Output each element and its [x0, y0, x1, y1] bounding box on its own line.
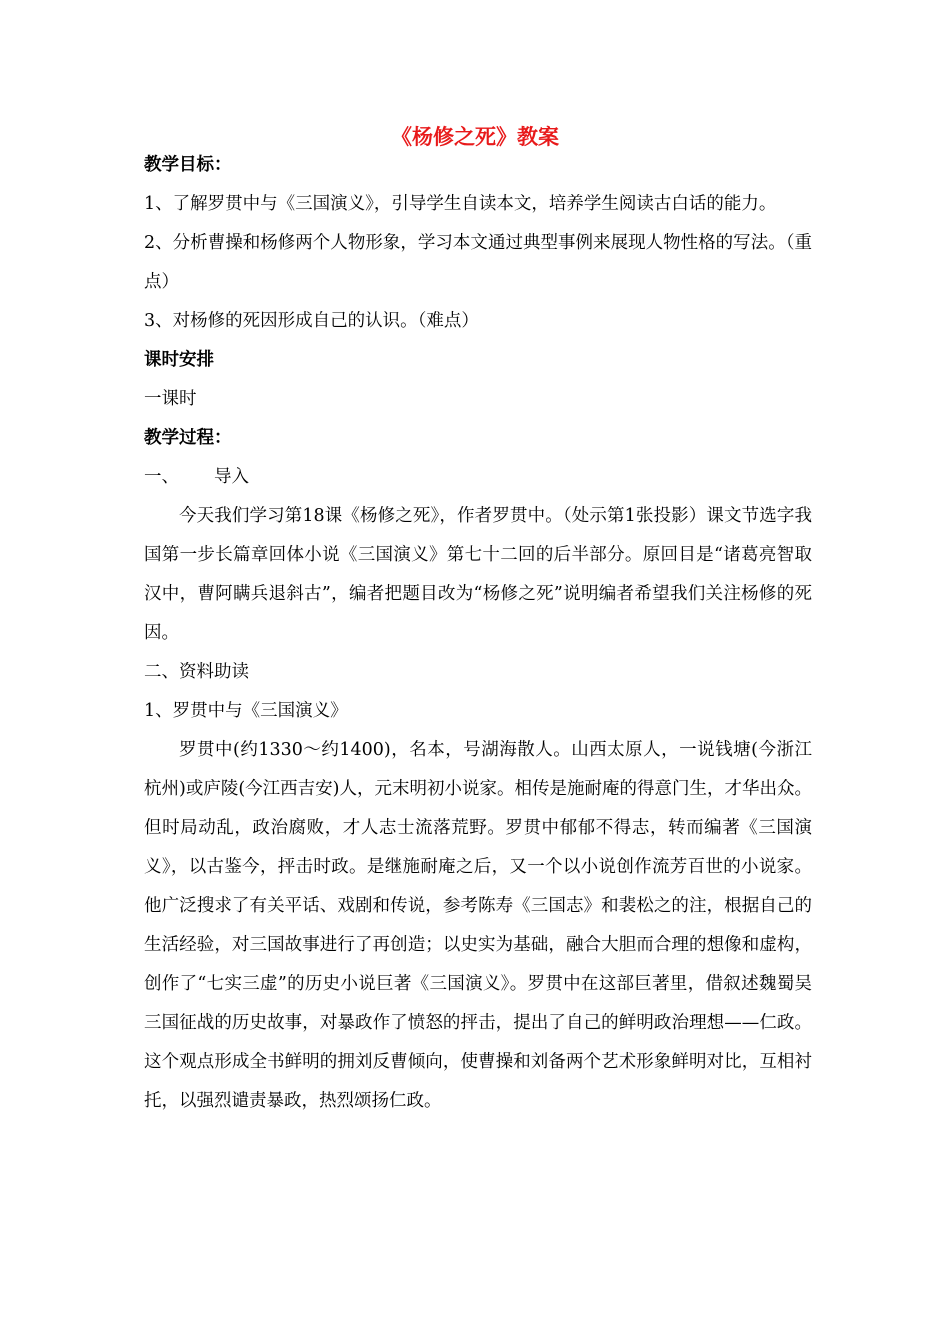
goal-item-1: 1、了解罗贯中与《三国演义》，引导学生自读本文，培养学生阅读古白话的能力。	[144, 194, 777, 214]
document-body	[144, 146, 812, 1121]
schedule-value: 一课时	[144, 389, 197, 409]
goals-heading: 教学目标：	[144, 155, 232, 175]
step-1-label: 导入	[214, 467, 249, 487]
step-1-number: 一、	[144, 467, 179, 487]
author-paragraph: 罗贯中(约1330～约1400)，名本，号湖海散人。山西太原人，一说钱塘(今浙江杭州)或庐陵(今江西吉安)人，元末明初小说家。相传是施耐庵的得意门生，才华出众。但时局动乱，政治腐败，才人志士流落荒野。罗贯中郁郁不得志，转而编著《三国演义》，以古鉴今，抨击时政。是继施耐庵之后，又一个以小说创作流芳百世的小说家。他广泛搜求了有关平话、戏剧和传说，参考陈寿《三国志》和裴松之的注，根据自己的生活经验，对三国故事进行了再创造；以史实为基础，融合大胆而合理的想像和虚构，创作了“七实三虚”的历史小说巨著《三国演义》。罗贯中在这部巨著里，借叙述魏蜀吴三国征战的历史故事，对暴政作了愤怒的抨击，提出了自己的鲜明政治理想——仁政。这个观点形成全书鲜明的拥刘反曹倾向，使曹操和刘备两个艺术形象鲜明对比，互相衬托，以强烈谴责暴政，热烈颂扬仁政。	[144, 740, 812, 1111]
intro-paragraph: 今天我们学习第18课《杨修之死》，作者罗贯中。（处示第1张投影）课文节选字我国第一步长篇章回体小说《三国演义》第七十二回的后半部分。原回目是“诸葛亮智取汉中，曹阿瞒兵退斜古”，编者把题目改为“杨修之死”说明编者希望我们关注杨修的死因。	[144, 506, 812, 643]
schedule-heading: 课时安排	[144, 350, 214, 370]
step-2-heading: 二、资料助读	[144, 662, 249, 682]
sub-heading-1: 1、罗贯中与《三国演义》	[144, 701, 348, 721]
goal-item-3: 3、对杨修的死因形成自己的认识。（难点）	[144, 311, 479, 331]
goal-item-2: 2、分析曹操和杨修两个人物形象，学习本文通过典型事例来展现人物性格的写法。（重点）	[144, 233, 812, 292]
document-title: 《杨修之死》教案	[391, 124, 559, 149]
step-1-heading	[144, 458, 812, 497]
process-heading: 教学过程：	[144, 428, 232, 448]
